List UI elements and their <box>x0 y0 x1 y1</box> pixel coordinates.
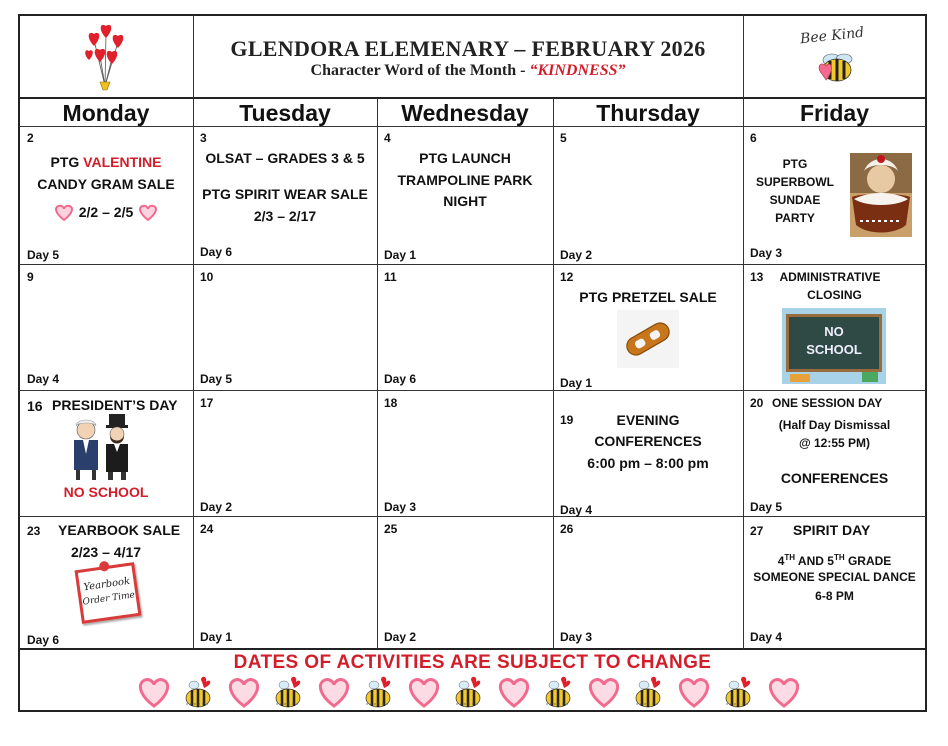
date-number: 23 <box>27 524 41 538</box>
event-text <box>19 202 193 223</box>
weekday-header: Monday <box>62 100 150 126</box>
pretzel-icon <box>617 310 679 368</box>
hearts-and-bees-border <box>136 674 812 710</box>
rotation-day: Day 5 <box>750 500 783 514</box>
event-text: 6-8 PM <box>815 589 854 603</box>
event-line: 2/2 – 2/5 <box>78 204 134 220</box>
event-text: 2/23 – 4/17 <box>70 544 142 560</box>
event-text: SPIRIT DAY <box>793 522 871 538</box>
page-subtitle <box>193 62 743 80</box>
date-number: 20 <box>750 396 764 410</box>
books-decoration <box>862 372 878 382</box>
rotation-day: Day 6 <box>200 245 233 259</box>
books-decoration <box>790 374 810 382</box>
date-number: 5 <box>560 131 567 145</box>
event-text: (Half Day Dismissal <box>778 418 891 432</box>
heart-icon <box>137 204 159 222</box>
weekday-header: Tuesday <box>239 100 331 126</box>
grid-line <box>19 648 926 650</box>
rotation-day: Day 3 <box>384 500 417 514</box>
event-line: VALENTINE <box>83 154 162 170</box>
date-number: 26 <box>560 522 574 536</box>
event-text: NIGHT <box>443 193 487 209</box>
rotation-day: Day 3 <box>750 246 783 260</box>
event-text: ONE SESSION DAY <box>772 396 883 410</box>
event-text: SUNDAE <box>769 193 821 207</box>
event-text: EVENING <box>616 412 680 428</box>
event-line: AND 5 <box>795 554 834 568</box>
no-school-line: NO <box>824 324 844 339</box>
date-number: 19 <box>560 413 574 427</box>
date-number: 4 <box>384 131 391 145</box>
date-number: 24 <box>200 522 214 536</box>
rotation-day: Day 5 <box>200 372 233 386</box>
event-line: GRADE <box>844 554 892 568</box>
event-text: PTG SPIRIT WEAR SALE <box>202 186 368 202</box>
bee-icon <box>812 46 862 86</box>
date-number: 27 <box>750 524 764 538</box>
ordinal-suffix: TH <box>784 553 796 562</box>
grid-line <box>19 390 926 391</box>
event-text: PTG PRETZEL SALE <box>579 289 717 305</box>
rotation-day: Day 4 <box>750 630 783 644</box>
weekday-header: Friday <box>799 100 870 126</box>
date-number: 16 <box>27 398 43 414</box>
no-school-line: SCHOOL <box>806 342 862 357</box>
event-text: PTG <box>782 157 808 171</box>
date-number: 11 <box>384 270 397 284</box>
yearbook-sign-line: Order Time <box>82 590 136 608</box>
heart-icon <box>53 204 75 222</box>
event-text: ADMINISTRATIVE <box>779 270 881 284</box>
rotation-day: Day 6 <box>27 633 60 647</box>
weekday-header: Wednesday <box>401 100 529 126</box>
date-number: 2 <box>27 131 34 145</box>
rotation-day: Day 4 <box>27 372 60 386</box>
event-text: 2/3 – 2/17 <box>253 208 317 224</box>
event-text: OLSAT – GRADES 3 & 5 <box>205 150 365 166</box>
rotation-day: Day 1 <box>200 630 233 644</box>
date-number: 13 <box>750 270 764 284</box>
rotation-day: Day 3 <box>560 630 593 644</box>
rotation-day: Day 1 <box>384 248 417 262</box>
page-title: GLENDORA ELEMENARY – FEBRUARY 2026 <box>230 36 706 61</box>
grid-line <box>19 97 926 99</box>
no-school-chalkboard <box>782 308 886 384</box>
rotation-day: Day 5 <box>27 248 60 262</box>
date-number: 10 <box>200 270 214 284</box>
grid-line <box>553 98 554 649</box>
grid-line <box>19 516 926 517</box>
rotation-day: Day 2 <box>384 630 417 644</box>
event-text: CONFERENCES <box>594 433 702 449</box>
event-text: NO SCHOOL <box>63 484 149 500</box>
event-text: PTG LAUNCH <box>419 150 511 166</box>
grid-line <box>19 264 926 265</box>
event-text: SUPERBOWL <box>756 175 834 189</box>
rotation-day: Day 4 <box>560 503 593 517</box>
presidents-icon <box>66 414 138 482</box>
date-number: 9 <box>27 270 34 284</box>
weekday-header: Thursday <box>596 100 700 126</box>
character-word: “KINDNESS” <box>529 62 626 79</box>
change-notice: DATES OF ACTIVITIES ARE SUBJECT TO CHANGE <box>233 652 712 673</box>
date-number: 3 <box>200 131 207 145</box>
rotation-day: Day 6 <box>384 372 417 386</box>
sundae-photo <box>850 153 912 237</box>
date-number: 17 <box>200 396 214 410</box>
event-text: TRAMPOLINE PARK <box>397 172 533 188</box>
event-line: PTG <box>50 154 84 170</box>
event-text: CONFERENCES <box>780 470 889 486</box>
event-text: @ 12:55 PM) <box>798 436 871 450</box>
event-text: YEARBOOK SALE <box>58 522 181 538</box>
yearbook-sign-line: Yearbook <box>82 575 131 594</box>
event-text: PRESIDENT’S DAY <box>52 397 178 413</box>
event-text <box>19 152 193 173</box>
rotation-day: Day 2 <box>200 500 233 514</box>
pushpin-icon <box>99 561 110 572</box>
rotation-day: Day 1 <box>560 376 593 390</box>
bee-kind-logo-text: Bee Kind <box>799 24 865 48</box>
yearbook-order-sign <box>75 562 142 624</box>
balloon-hearts-icon <box>80 20 130 92</box>
event-text <box>743 549 926 570</box>
date-number: 25 <box>384 522 398 536</box>
date-number: 6 <box>750 131 757 145</box>
event-line: 4 <box>777 554 785 568</box>
subtitle-prefix: Character Word of the Month - <box>310 62 530 79</box>
date-number: 12 <box>560 270 574 284</box>
event-text: CANDY GRAM SALE <box>37 176 175 192</box>
event-text: CLOSING <box>807 288 862 302</box>
rotation-day: Day 2 <box>560 248 593 262</box>
ordinal-suffix: TH <box>833 553 845 562</box>
event-text: SOMEONE SPECIAL DANCE <box>753 570 916 584</box>
date-number: 18 <box>384 396 398 410</box>
event-text: 6:00 pm – 8:00 pm <box>587 455 709 471</box>
event-text: PARTY <box>775 211 815 225</box>
